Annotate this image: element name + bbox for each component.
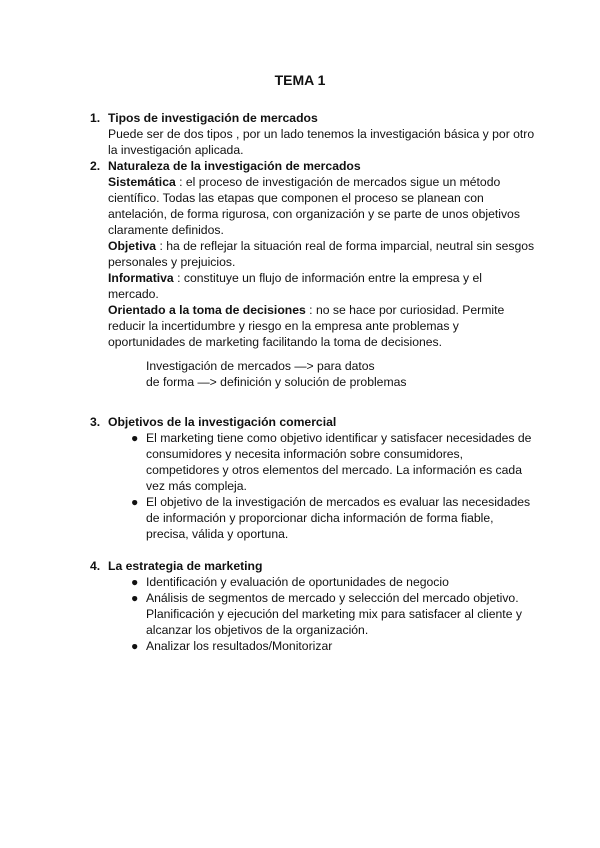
section-number: 3.: [90, 415, 101, 429]
list-item-text: Analizar los resultados/Monitorizar: [146, 639, 333, 653]
definition-orientado: [108, 302, 535, 350]
section-1: [90, 110, 535, 158]
definition-text: : no se hace por curiosidad. Permite reducir la incertidumbre y riesgo en la empresa ante problemas y oportunidades de marketing facilitando la toma de decisiones.: [108, 303, 505, 349]
bullet-icon: ●: [131, 431, 139, 445]
section-number: 4.: [90, 559, 101, 573]
definition-objetiva: [108, 238, 535, 270]
section-heading: La estrategia de marketing: [108, 559, 263, 573]
section-heading: Tipos de investigación de mercados: [108, 111, 318, 125]
section-3: [90, 414, 535, 542]
list-item: [90, 494, 535, 542]
list-item: [90, 638, 535, 654]
section-number: 2.: [90, 159, 101, 173]
note-block: [146, 358, 535, 390]
definition-term: Informativa: [108, 271, 174, 285]
list-item-text: El objetivo de la investigación de mercados es evaluar las necesidades de información y proporcionar dicha información de forma fiable, precisa, válida y oportuna.: [146, 495, 531, 541]
list-item-text: Análisis de segmentos de mercado y selección del mercado objetivo. Planificación y ejecución del marketing mix para satisfacer al cliente y alcanzar los objetivos de la organización.: [146, 591, 522, 637]
section-2: [90, 158, 535, 390]
list-item: [90, 574, 535, 590]
bullet-icon: ●: [131, 639, 139, 653]
bullet-icon: ●: [131, 575, 139, 589]
section-text: Puede ser de dos tipos , por un lado tenemos la investigación básica y por otro la investigación aplicada.: [108, 127, 535, 157]
bullet-icon: ●: [131, 591, 139, 605]
definition-text: : constituye un flujo de información entre la empresa y el mercado.: [108, 271, 482, 301]
definition-term: Orientado a la toma de decisiones: [108, 303, 306, 317]
section-heading: Objetivos de la investigación comercial: [108, 415, 337, 429]
page-title: TEMA 1: [274, 72, 326, 88]
definition-term: Objetiva: [108, 239, 157, 253]
section-heading: Naturaleza de la investigación de mercados: [108, 159, 361, 173]
list-item: [90, 430, 535, 494]
list-item: [90, 590, 535, 638]
bullet-list: [90, 574, 535, 654]
definition-sistematica: [108, 174, 535, 238]
definition-text: : el proceso de investigación de mercados sigue un método científico. Todas las etapas que componen el proceso se planean con antelación, de forma rigurosa, con organización y se parte de unos objetivos claramente definidos.: [108, 175, 520, 237]
bullet-icon: ●: [131, 495, 139, 509]
definition-informativa: [108, 270, 535, 302]
section-number: 1.: [90, 111, 101, 125]
list-item-text: El marketing tiene como objetivo identificar y satisfacer necesidades de consumidores y necesita información sobre consumidores, competidores y otros elementos del mercado. La información es cada vez más compleja.: [146, 431, 532, 493]
bullet-list: [90, 430, 535, 542]
definition-text: : ha de reflejar la situación real de forma imparcial, neutral sin sesgos personales y prejuicios.: [108, 239, 535, 269]
note-line: de forma —> definición y solución de problemas: [146, 375, 407, 389]
definition-term: Sistemática: [108, 175, 176, 189]
list-item-text: Identificación y evaluación de oportunidades de negocio: [146, 575, 449, 589]
note-line: Investigación de mercados —> para datos: [146, 359, 375, 373]
section-4: [90, 558, 535, 654]
